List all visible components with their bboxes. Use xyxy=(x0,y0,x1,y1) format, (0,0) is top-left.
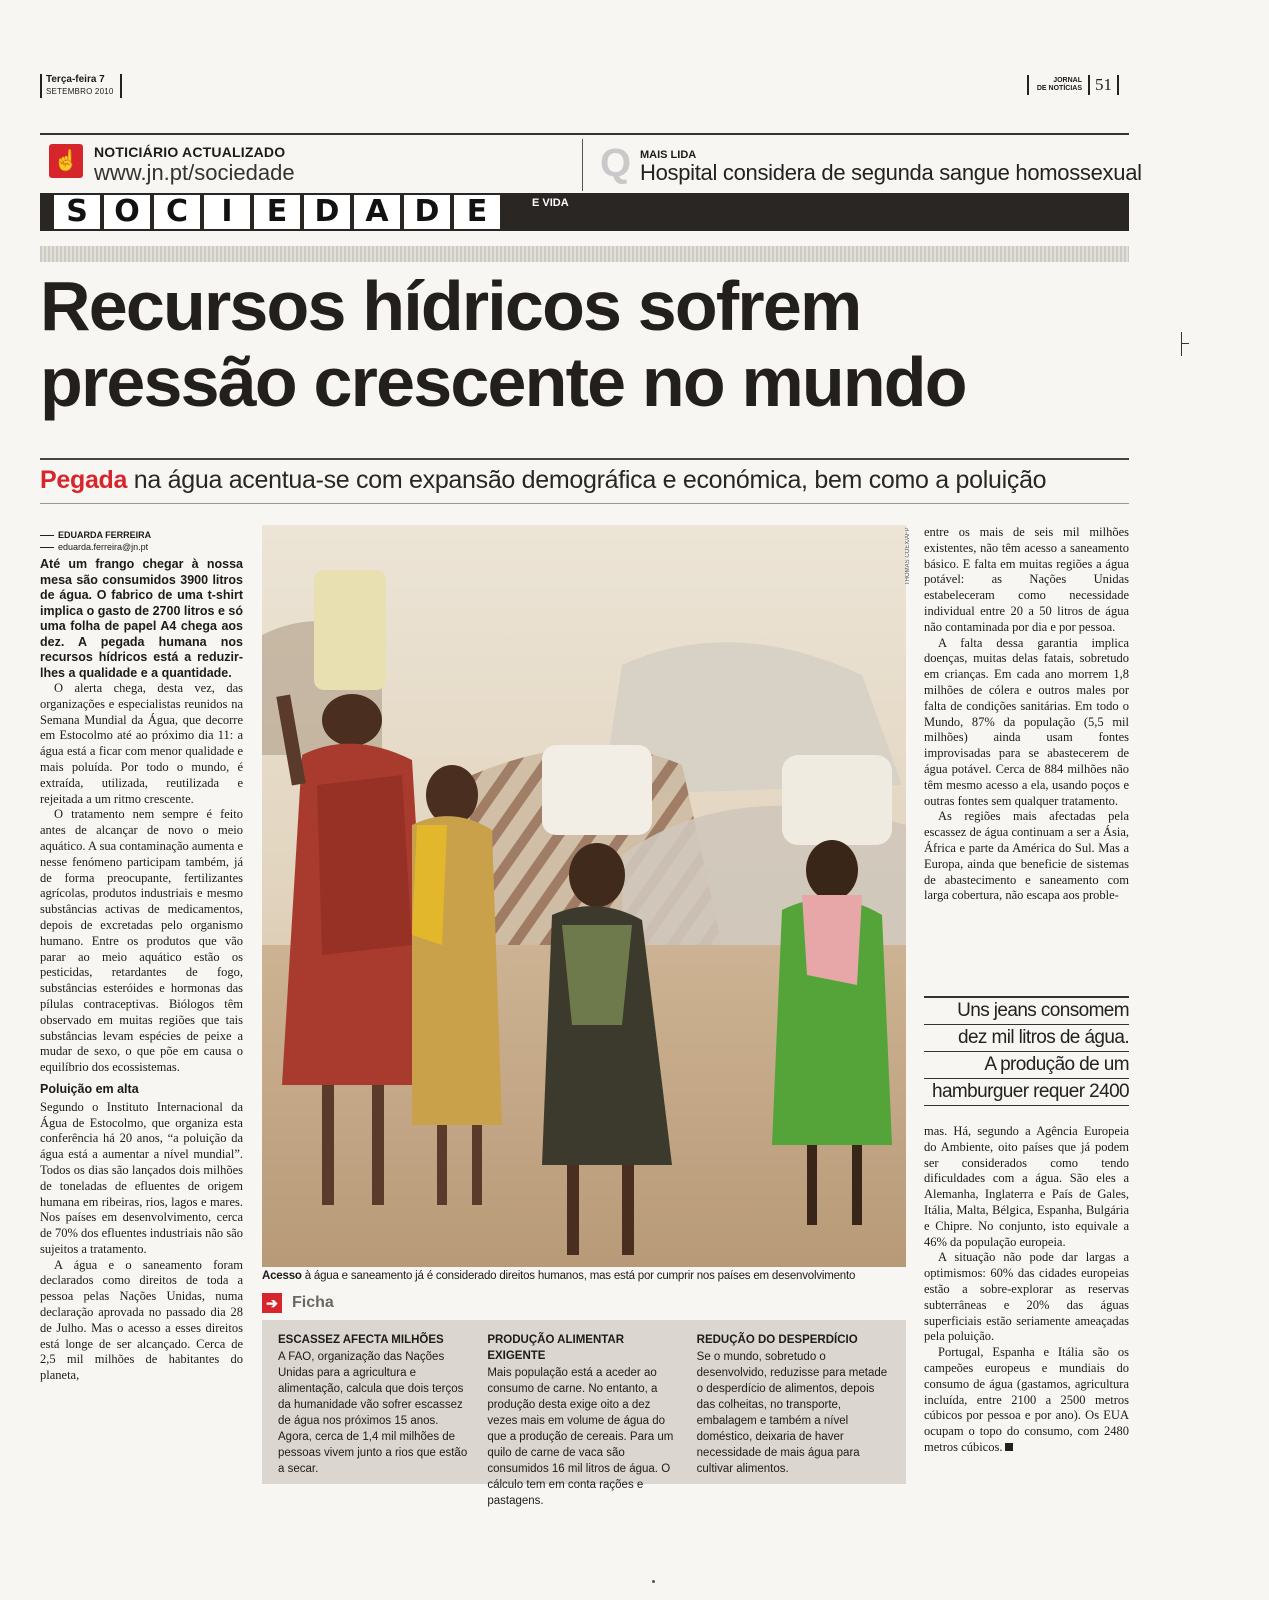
photo-credit: THOMAS COEX/AFP xyxy=(905,527,911,585)
article-photo xyxy=(262,525,906,1267)
headline: Recursos hídricos sofrem pressão crescente no mundo xyxy=(40,267,966,421)
pull-quote-line: A produção de um xyxy=(924,1052,1129,1079)
article-paragraph: A falta dessa garantia implica doenças, muitas delas fatais, sobretudo em crianças. Em cada ano morrem 1,8 milhões de cólera e outros males por falta de condições sanitárias. Em todo o Mundo, 87% da população (5,5 mil milhões) ainda usam fontes improvisadas para se abastecerem de água potável. Cerca de 884 milhões não têm mesmo acesso a ela, usando poços e outras fontes sem qualquer tratamento. xyxy=(924,635,1129,808)
article-paragraph: Segundo o Instituto Internacional da Água de Estocolmo, que organiza esta conferência há 20 anos, “a poluição da água está a aumentar a nível mundial”. Todos os dias são lançados dois milhões de toneladas de efluentes de origem humana em ribeiras, rios, lagos e mares. Nos países em desenvolvimento, cerca de 70% dos efluentes industriais não são sujeitos a tratamento. xyxy=(40,1099,243,1256)
ficha-item-heading: PRODUÇÃO ALIMENTAR EXIGENTE xyxy=(487,1334,625,1362)
end-mark-icon xyxy=(1005,1443,1013,1451)
ficha-header xyxy=(262,1293,334,1313)
article-lead: Até um frango chegar à nossa mesa são consumidos 3900 litros de água. O fabrico de uma t-shirt implica o gasto de 2700 litros e só uma folha de papel A4 chega aos dez. A pegada humana nos recursos hídricos está a reduzir-lhes a qualidade e a quantidade. xyxy=(40,557,243,680)
ficha-item-text: A FAO, organização das Nações Unidas para a agricultura e alimentação, calcula que dois terços da humanidade vão sofrer escassez de água nos próximos 15 anos. Agora, cerca de 1,4 mil milhões de pessoas vivem junto a rios que estão a secar. xyxy=(278,1351,468,1475)
section-letter: E xyxy=(254,195,300,229)
article-paragraph: Portugal, Espanha e Itália são os campeões europeus e mundiais do consumo de água (gastamos, agricultura incluída, entre 2100 a 2500 metros cúbicos por pessoa e por ano). Os EUA ocupam o topo do consumo, com 2480 metros cúbicos. xyxy=(924,1345,1129,1454)
pull-quote-line: Uns jeans consomem xyxy=(924,998,1129,1025)
article-paragraph: O alerta chega, desta vez, das organizações e especialistas reunidos na Semana Mundial da Água, que decorre em Estocolmo até ao próximo dia 11: a água está a ficar com menor qualidade e mais poluída. Por todo o mundo, é extraída, utilizada, reutilizada e rejeitada a um ritmo crescente. xyxy=(40,681,243,806)
ficha-item xyxy=(278,1332,471,1475)
page-speck xyxy=(652,1580,655,1583)
issue-month-year: SETEMBRO 2010 xyxy=(46,87,114,96)
children-carrying-water-photo xyxy=(262,525,906,1267)
divider xyxy=(40,503,1129,504)
pull-quote-line: dez mil litros de água. xyxy=(924,1025,1129,1052)
section-letter: I xyxy=(204,195,250,229)
paper-logo: JORNAL DE NOTÍCIAS xyxy=(1036,77,1082,92)
quote-mark-icon: Q xyxy=(600,141,632,185)
section-letter: E xyxy=(454,195,500,229)
article-paragraph: mas. Há, segundo a Agência Europeia do Ambiente, oito países que já podem ser considerados como tendo dificuldades com a água. São eles a Alemanha, Inglaterra e País de Gales, Itália, Malta, Bélgica, Espanha, Bulgária e Chipre. No conjunto, isto equivale a 46% da população europeia. xyxy=(924,1124,1129,1249)
divider xyxy=(40,458,1129,460)
crop-mark xyxy=(1181,343,1189,344)
article-paragraph: A água e o saneamento foram declarados como direitos de toda a pessoa pelas Nações Unidas, numa declaração aprovada no passado dia 28 de Julho. Mas o acesso a esses direitos está longe de ser alcançado. Cerca de 2,5 mil milhões de habitantes do planeta, xyxy=(40,1257,243,1383)
author-name: EDUARDA FERREIRA xyxy=(58,530,152,540)
decorative-band xyxy=(40,246,1129,262)
ficha-item xyxy=(487,1332,680,1507)
noticiario-title: NOTICIÁRIO ACTUALIZADO xyxy=(94,144,286,160)
pointer-hand-icon: ☝ xyxy=(49,144,83,178)
mais-lida-label: MAIS LIDA xyxy=(640,149,697,161)
section-letter: A xyxy=(354,195,400,229)
pull-quote-line: hamburguer requer 2400 xyxy=(924,1079,1129,1106)
section-suffix: E VIDA xyxy=(532,197,569,209)
arrow-right-icon: ➔ xyxy=(262,1293,282,1313)
ficha-item-text: Se o mundo, sobretudo o desenvolvido, reduzisse para metade o desperdício de alimentos, depois das colheitas, no transporte, embalagem e também a nível doméstico, deixaria de haver necessidade de mais água para cultivar alimentos. xyxy=(696,1351,888,1475)
article-paragraph: A situação não pode dar largas a optimismos: 60% das cidades europeias estão a sobre-explorar as reservas subterrâneas e 20% das águas superficiais estão seriamente ameaçadas pela poluição. xyxy=(924,1250,1129,1344)
article-paragraph: As regiões mais afectadas pela escassez de água continuam a ser a Ásia, África e parte da América do Sul. Mas a Europa, ainda que beneficie de sistemas de abastecimento e saneamento com larga cobertura, não escapa aos proble- xyxy=(924,809,1129,903)
ficha-box xyxy=(262,1320,906,1507)
ficha-item xyxy=(696,1332,890,1475)
ficha-item-heading: ESCASSEZ AFECTA MILHÕES xyxy=(278,1334,444,1346)
section-letter: D xyxy=(404,195,450,229)
ficha-item-heading: REDUÇÃO DO DESPERDÍCIO xyxy=(696,1334,858,1346)
section-letter: C xyxy=(154,195,200,229)
issue-date xyxy=(40,74,122,98)
issue-day: Terça-feira 7 xyxy=(46,74,105,85)
noticiario-url[interactable]: www.jn.pt/sociedade xyxy=(94,160,295,185)
article-subtitle: Poluição em alta xyxy=(40,1081,139,1096)
article-column-1 xyxy=(40,557,243,1384)
article-paragraph: entre os mais de seis mil milhões existentes, não têm acesso a saneamento básico. E falta em muitas regiões a água potável: as Nações Unidas estabeleceram como necessidade individual entre 20 a 50 litros de água não contaminada por dia e por pessoa. xyxy=(924,525,1129,634)
ficha-title: Ficha xyxy=(292,1294,334,1311)
page-number: 51 xyxy=(1088,75,1119,95)
section-letter: S xyxy=(54,195,100,229)
article-column-3-continued xyxy=(924,1124,1129,1456)
photo-caption: Acesso à água e saneamento já é considerado direitos humanos, mas está por cumprir nos países em desenvolvimento xyxy=(262,1270,856,1282)
ficha-item-text: Mais população está a aceder ao consumo de carne. No entanto, a produção desta exige oito a dez vezes mais em volume de água do que a produção de cereais. Para um quilo de carne de vaca são consumidos 16 mil litros de água. O cálculo tem em conta rações e pastagens. xyxy=(487,1367,674,1507)
article-column-3 xyxy=(924,525,1129,904)
mais-lida-headline: Hospital considera de segunda sangue homossexual xyxy=(640,160,1142,185)
crop-mark xyxy=(1181,332,1182,356)
author-email[interactable]: eduarda.ferreira@jn.pt xyxy=(58,542,149,552)
section-letter: D xyxy=(304,195,350,229)
article-paragraph: O tratamento nem sempre é feito antes de alcançar de novo o meio aquático. A sua contaminação aumenta e nesse fenómeno participam também, já de forma preocupante, fertilizantes agrícolas, produtos industriais e mesmo substâncias activas de medicamentos, depois de excretadas pelo organismo humano. Entre os produtos que vão parar ao meio aquático estão os pesticidas, retardantes de fogo, substâncias esteróides e hormonas das pílulas contraceptivas. Biólogos têm observado em muitas regiões que tais substâncias levam espécies de peixe a mudar de sexo, o que põe em causa o equilíbrio dos ecossistemas. xyxy=(40,807,243,1075)
subheadline: Pegada na água acentua-se com expansão demográfica e económica, bem como a poluição xyxy=(40,466,1047,494)
pull-quote xyxy=(924,996,1129,1106)
section-title xyxy=(54,195,500,229)
paper-folio xyxy=(1027,75,1119,95)
section-letter: O xyxy=(104,195,150,229)
byline xyxy=(40,529,151,553)
